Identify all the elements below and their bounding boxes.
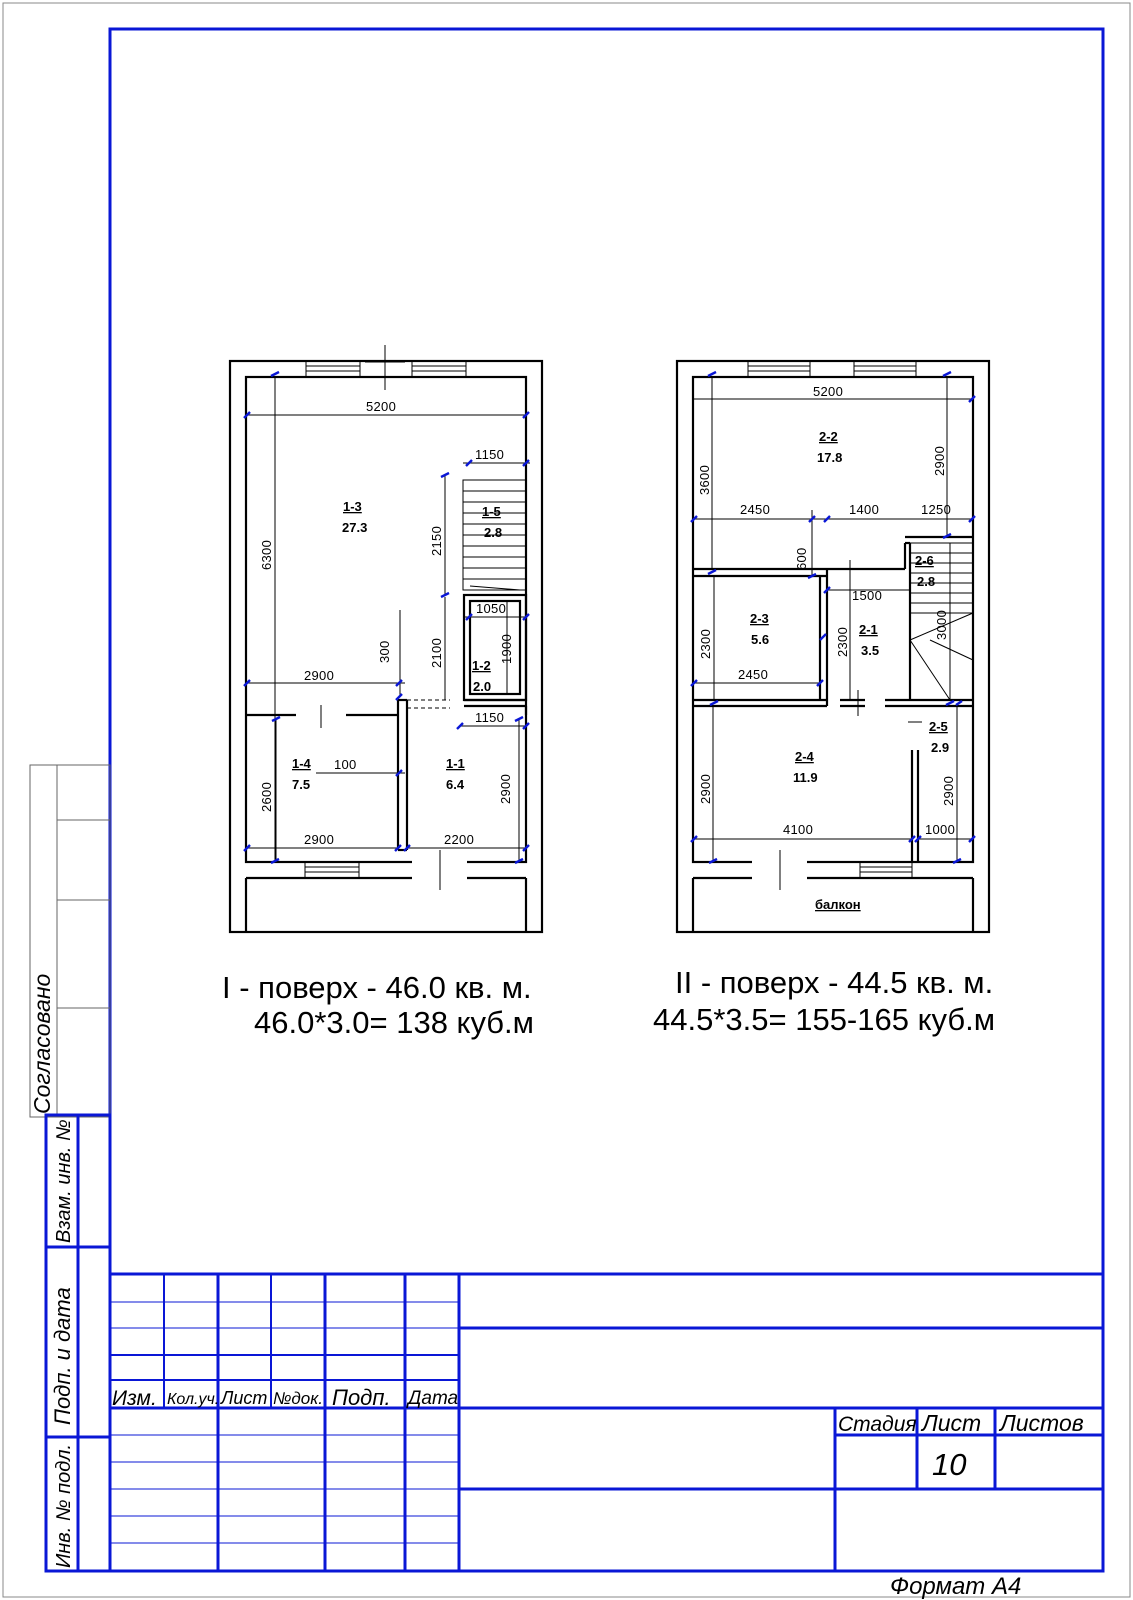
f1-dim-2200: 2200 xyxy=(444,832,475,847)
tb-col-change: Изм. xyxy=(112,1387,157,1410)
floor2-plan xyxy=(677,361,989,932)
f1-dim-1150-b: 1150 xyxy=(475,710,505,725)
stamp-inventory: Инв. № подл. xyxy=(53,1443,75,1568)
f2-dim-2450-a: 2450 xyxy=(740,502,771,517)
f1-dim-1900: 1900 xyxy=(499,633,514,664)
f2-dim-2900-b: 2900 xyxy=(698,773,713,804)
f1-dim-2150: 2150 xyxy=(429,525,444,556)
f1-room-area: 7.5 xyxy=(292,777,311,792)
f1-dim-2600: 2600 xyxy=(259,781,274,812)
sheet-trim-border xyxy=(3,3,1130,1597)
f1-dim-2900-a: 2900 xyxy=(304,668,335,683)
f2-room-id: 2-2 xyxy=(819,429,838,444)
tb-sheet-number: 10 xyxy=(932,1447,967,1482)
f2-room-area: 5.6 xyxy=(751,632,770,647)
f2-room-area: 17.8 xyxy=(817,450,843,465)
floor2-caption-volume: 44.5*3.5= 155-165 куб.м xyxy=(653,1002,996,1037)
f2-dim-3000: 3000 xyxy=(934,609,949,640)
f2-dim-5200: 5200 xyxy=(813,384,844,399)
f2-dim-1400: 1400 xyxy=(849,502,880,517)
f1-room-area: 6.4 xyxy=(446,777,465,792)
tb-col-sign: Подп. xyxy=(332,1385,391,1410)
f2-dim-2900-a: 2900 xyxy=(932,445,947,476)
f2-room-id: 2-5 xyxy=(929,719,948,734)
f1-dim-2900-c: 2900 xyxy=(304,832,335,847)
f2-room-area: 2.9 xyxy=(931,740,950,755)
f2-dim-2450-b: 2450 xyxy=(738,667,769,682)
f2-room-area: 3.5 xyxy=(861,643,880,658)
f1-room-id: 1-2 xyxy=(472,658,491,673)
floor1-plan xyxy=(230,345,542,932)
format-label: Формат А4 xyxy=(890,1573,1022,1600)
f1-room-id: 1-4 xyxy=(292,756,311,771)
f1-room-id: 1-5 xyxy=(482,504,501,519)
f1-dim-1050: 1050 xyxy=(476,601,507,616)
tb-col-doc: №док. xyxy=(273,1389,324,1408)
stamp-interchange: Взам. инв. № xyxy=(53,1119,75,1243)
f2-room-area: 2.8 xyxy=(917,574,936,589)
f1-room-id: 1-1 xyxy=(446,756,465,771)
f2-room-id: 2-4 xyxy=(795,749,814,764)
f2-dim-3600: 3600 xyxy=(697,464,712,495)
f2-dim-1000: 1000 xyxy=(925,822,956,837)
tb-col-date: Дата xyxy=(408,1388,459,1409)
f2-dim-2900-c: 2900 xyxy=(941,775,956,806)
f1-dim-100: 100 xyxy=(334,757,357,772)
f1-dim-300: 300 xyxy=(377,640,392,663)
f1-room-area: 27.3 xyxy=(342,520,368,535)
f1-dim-2900-b: 2900 xyxy=(498,773,513,804)
f2-room-area: 11.9 xyxy=(793,770,818,785)
floor1-caption-volume: 46.0*3.0= 138 куб.м xyxy=(254,1005,534,1040)
tb-stage: Стадия xyxy=(838,1413,917,1436)
f2-room-id: 2-3 xyxy=(750,611,769,626)
f2-dim-2300-a: 2300 xyxy=(698,628,713,659)
f2-dim-600: 600 xyxy=(794,547,809,570)
f2-dim-1250: 1250 xyxy=(921,502,952,517)
floor2-caption-area: II - поверх - 44.5 кв. м. xyxy=(675,965,994,1000)
tb-sheets: Листов xyxy=(1000,1410,1084,1436)
f1-dim-6300: 6300 xyxy=(259,539,274,570)
tb-sheet: Лист xyxy=(922,1410,982,1436)
stamp-agreed: Согласовано xyxy=(29,973,55,1114)
f2-room-id: 2-1 xyxy=(859,622,878,637)
f2-dim-4100: 4100 xyxy=(783,822,814,837)
f1-room-id: 1-3 xyxy=(343,499,362,514)
f2-room-id: 2-6 xyxy=(915,553,934,568)
f1-dim-1150: 1150 xyxy=(475,447,505,462)
f1-room-area: 2.8 xyxy=(484,525,503,540)
balcony-label: балкон xyxy=(815,897,861,912)
f1-room-area: 2.0 xyxy=(473,679,492,694)
f1-dim-2100: 2100 xyxy=(429,637,444,668)
side-stamp xyxy=(29,765,110,1571)
f1-dim-5200: 5200 xyxy=(366,399,397,414)
title-block xyxy=(110,1274,1103,1571)
f2-dim-1500: 1500 xyxy=(852,588,883,603)
floor1-caption-area: I - поверх - 46.0 кв. м. xyxy=(222,970,532,1005)
stamp-sign-date: Подп. и дата xyxy=(50,1287,75,1425)
f2-dim-2300-b: 2300 xyxy=(835,626,850,657)
tb-col-count: Кол.уч. xyxy=(167,1391,220,1408)
tb-col-sheet: Лист xyxy=(221,1388,268,1408)
